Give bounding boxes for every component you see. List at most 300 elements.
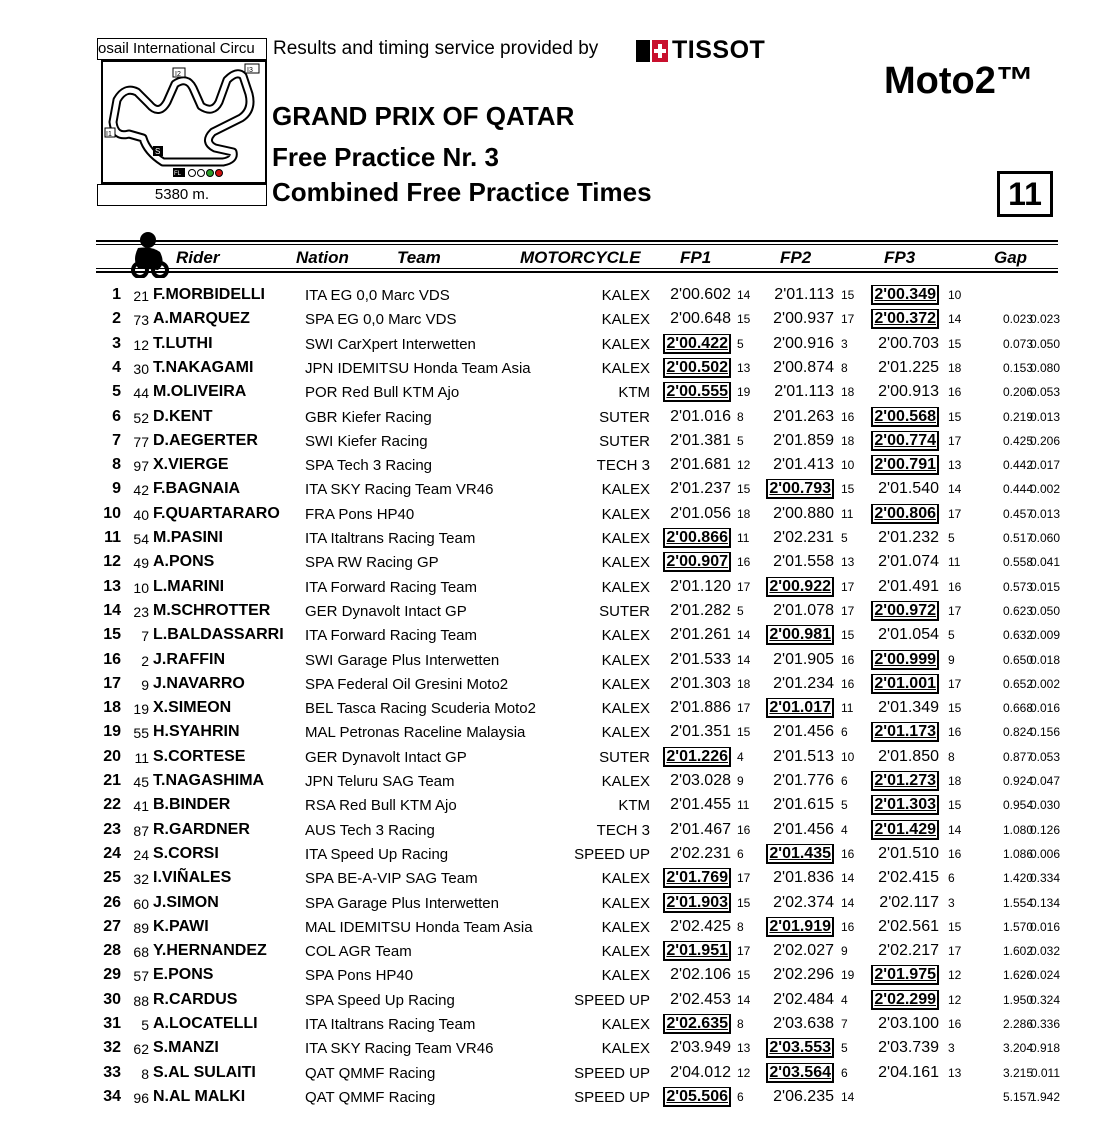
fp2-time: 2'02.374 xyxy=(773,893,834,911)
table-row xyxy=(0,1037,1100,1061)
fp3-time: 2'01.349 xyxy=(878,699,939,717)
rider-name: L.BALDASSARRI xyxy=(153,626,284,644)
table-row xyxy=(0,478,1100,502)
fp3-lap: 12 xyxy=(948,968,962,983)
rider-name: M.PASINI xyxy=(153,529,223,546)
gap-first: 0.668 xyxy=(1002,701,1033,716)
fp1-time: 2'01.467 xyxy=(670,820,731,838)
table-row xyxy=(0,819,1100,843)
fp1-time: 2'03.028 xyxy=(670,772,731,789)
best-time-box: 2'01.951 xyxy=(663,941,731,961)
gap-previous: 0.009 xyxy=(1029,628,1060,643)
fp2-lap: 16 xyxy=(841,676,855,691)
fp2-time xyxy=(758,480,834,498)
rider-number: 97 xyxy=(133,458,149,475)
fp2-time xyxy=(758,1064,834,1082)
rider-name: R.CARDUS xyxy=(153,990,238,1008)
best-time-box: 2'00.349 xyxy=(871,285,939,305)
timing-credit: Results and timing service provided by xyxy=(273,38,599,59)
fp3-lap: 14 xyxy=(948,482,962,497)
table-row xyxy=(0,576,1100,600)
fp1-lap: 8 xyxy=(737,1017,744,1031)
fp3-time: 2'01.054 xyxy=(878,626,939,644)
fp2-time: 2'03.638 xyxy=(773,1015,834,1032)
table-row xyxy=(0,381,1100,405)
position: 21 xyxy=(103,772,121,789)
fp3-lap: 10 xyxy=(948,288,962,302)
fp3-time xyxy=(863,723,939,741)
table-row xyxy=(0,721,1100,745)
gap-previous: 0.047 xyxy=(1029,774,1060,788)
fp3-time: 2'00.703 xyxy=(878,334,939,352)
motorcycle: KALEX xyxy=(601,481,650,499)
gap-first: 1.626 xyxy=(1002,968,1033,983)
circuit-length: 5380 m. xyxy=(97,184,267,206)
fp2-time: 2'01.456 xyxy=(773,723,834,741)
fp1-lap: 15 xyxy=(737,725,751,740)
best-time-box: 2'01.226 xyxy=(663,747,731,767)
rider-number: 9 xyxy=(141,676,149,693)
circuit-name: osail International Circu xyxy=(97,38,267,60)
gap-first: 0.023 xyxy=(1002,312,1033,327)
table-row xyxy=(0,308,1100,332)
fp1-time: 2'01.351 xyxy=(670,723,731,741)
rider-number: 77 xyxy=(133,433,149,450)
best-time-box: 2'01.303 xyxy=(871,795,939,815)
nation-team: SPA Garage Plus Interwetten xyxy=(305,894,499,912)
fp2-lap: 7 xyxy=(841,1017,848,1031)
fp2-time: 2'06.235 xyxy=(773,1087,834,1105)
best-time-box: 2'01.001 xyxy=(871,674,939,694)
fp3-time: 2'01.232 xyxy=(878,529,939,546)
position: 24 xyxy=(103,844,121,862)
fp1-time xyxy=(655,1088,731,1106)
fp1-lap: 5 xyxy=(737,336,744,351)
fp1-time xyxy=(655,942,731,960)
fp1-time xyxy=(655,529,731,547)
rider-name: S.CORTESE xyxy=(153,747,246,765)
rider-name: I.VIÑALES xyxy=(153,869,232,887)
position: 15 xyxy=(103,626,121,644)
fp3-lap: 9 xyxy=(948,652,955,667)
rider-name: J.SIMON xyxy=(153,893,219,911)
fp1-lap: 19 xyxy=(737,385,751,400)
rider-number: 89 xyxy=(133,919,149,936)
fp3-time xyxy=(863,456,939,474)
gap-first: 1.602 xyxy=(1002,944,1033,959)
fp3-lap: 16 xyxy=(948,725,962,740)
nation-team: MAL IDEMITSU Honda Team Asia xyxy=(305,918,533,936)
gap-previous: 0.032 xyxy=(1029,944,1060,959)
table-row xyxy=(0,697,1100,721)
nation-team: SWI CarXpert Interwetten xyxy=(305,335,476,353)
gap-previous: 0.013 xyxy=(1029,506,1060,521)
fp2-time: 2'00.874 xyxy=(773,358,834,376)
position: 14 xyxy=(103,601,121,619)
nation-team: SWI Garage Plus Interwetten xyxy=(305,651,500,669)
rider-number: 21 xyxy=(133,288,149,304)
fp2-lap: 6 xyxy=(841,725,848,740)
fp2-lap: 16 xyxy=(841,846,855,861)
fp2-lap: 14 xyxy=(841,1089,855,1104)
fp2-time: 2'01.456 xyxy=(773,820,834,838)
best-time-box: 2'00.502 xyxy=(663,358,731,378)
fp2-time: 2'01.513 xyxy=(773,747,834,765)
fp2-lap: 14 xyxy=(841,871,855,886)
fp1-lap: 4 xyxy=(737,749,744,764)
sponsor-logo xyxy=(636,36,765,65)
fp2-time: 2'01.263 xyxy=(773,407,834,425)
fp3-lap: 14 xyxy=(948,822,962,837)
gap-previous: 0.080 xyxy=(1029,360,1060,375)
nation-team: FRA Pons HP40 xyxy=(305,505,415,523)
fp3-lap: 15 xyxy=(948,409,962,424)
col-fp2: FP2 xyxy=(780,248,812,267)
motorcycle: KALEX xyxy=(601,311,650,329)
fp2-lap: 18 xyxy=(841,433,855,448)
fp2-lap: 11 xyxy=(841,506,854,521)
fp2-time: 2'00.880 xyxy=(773,504,834,522)
nation-team: ITA Speed Up Racing xyxy=(305,845,449,863)
map-label-i2: I2 xyxy=(175,71,181,78)
table-row xyxy=(0,1013,1100,1037)
fp1-time: 2'01.237 xyxy=(670,480,731,498)
motorcycle: KALEX xyxy=(601,627,650,645)
fp1-lap: 12 xyxy=(737,458,751,473)
motorcycle: KALEX xyxy=(601,724,650,742)
fp1-lap: 11 xyxy=(737,798,750,813)
rider-name: S.MANZI xyxy=(153,1039,219,1057)
nation-team: ITA Forward Racing Team xyxy=(305,627,478,645)
fp2-lap: 15 xyxy=(841,288,855,302)
gap-previous: 0.013 xyxy=(1029,409,1060,424)
position: 6 xyxy=(112,407,121,425)
fp2-lap: 11 xyxy=(841,701,854,716)
best-time-box: 2'02.299 xyxy=(871,990,939,1010)
fp2-time: 2'01.615 xyxy=(773,796,834,814)
gap-first: 1.080 xyxy=(1002,822,1033,837)
fp1-time: 2'01.886 xyxy=(670,699,731,717)
best-time-box: 2'01.975 xyxy=(871,965,939,985)
rider-name: H.SYAHRIN xyxy=(153,723,240,741)
gap-first: 2.286 xyxy=(1002,1017,1033,1031)
fp2-time xyxy=(758,1039,834,1057)
rider-number: 87 xyxy=(133,822,149,839)
gap-previous: 0.126 xyxy=(1029,822,1060,837)
gap-first: 1.420 xyxy=(1002,871,1033,886)
table-row xyxy=(0,454,1100,478)
fp2-time xyxy=(758,845,834,863)
position: 10 xyxy=(103,504,121,522)
results-subtitle: Combined Free Practice Times xyxy=(272,177,652,207)
rider-name: J.NAVARRO xyxy=(153,674,245,692)
nation-team: ITA EG 0,0 Marc VDS xyxy=(305,287,450,304)
position: 33 xyxy=(103,1063,121,1081)
best-time-box: 2'00.999 xyxy=(871,650,939,670)
fp3-time: 2'01.850 xyxy=(878,747,939,765)
fp2-lap: 10 xyxy=(841,458,855,473)
motorcycle: SPEED UP xyxy=(574,845,650,863)
fp1-time: 2'04.012 xyxy=(670,1063,731,1081)
fp2-lap: 15 xyxy=(841,628,855,643)
position: 22 xyxy=(103,796,121,814)
fp3-lap: 18 xyxy=(948,360,962,375)
best-time-box: 2'01.173 xyxy=(871,722,939,742)
gap-first: 3.204 xyxy=(1002,1041,1033,1056)
motorcycle: KALEX xyxy=(601,700,650,718)
session-title: Free Practice Nr. 3 xyxy=(272,142,499,172)
gap-previous: 0.041 xyxy=(1029,555,1060,570)
fp1-time xyxy=(655,383,731,401)
fp3-lap: 13 xyxy=(948,458,962,473)
fp3-lap: 14 xyxy=(948,312,962,327)
rider-name: F.MORBIDELLI xyxy=(153,286,265,303)
rider-name: F.BAGNAIA xyxy=(153,480,241,498)
fp2-lap: 4 xyxy=(841,822,848,837)
nation-team: JPN Teluru SAG Team xyxy=(305,773,455,790)
rider-number: 96 xyxy=(133,1089,149,1106)
fp1-lap: 15 xyxy=(737,968,751,983)
motorcycle: SPEED UP xyxy=(574,1088,650,1106)
table-row xyxy=(0,430,1100,454)
col-gap: Gap xyxy=(994,248,1028,267)
fp1-lap: 13 xyxy=(737,360,751,375)
fp2-time: 2'00.916 xyxy=(773,334,834,352)
position: 8 xyxy=(112,456,121,474)
fp1-time: 2'01.282 xyxy=(670,601,731,619)
col-nation: Nation xyxy=(296,248,349,267)
position: 23 xyxy=(103,820,121,838)
best-time-box: 2'01.435 xyxy=(766,844,834,864)
position: 16 xyxy=(103,650,121,668)
best-time-box: 2'01.429 xyxy=(871,820,939,840)
gap-first: 0.457 xyxy=(1002,506,1033,521)
fp2-time: 2'01.859 xyxy=(773,431,834,449)
gap-previous: 0.336 xyxy=(1029,1017,1060,1031)
fp3-time: 2'02.415 xyxy=(878,869,939,887)
gap-first: 0.924 xyxy=(1002,774,1033,788)
gap-first: 1.086 xyxy=(1002,846,1033,861)
fp1-time: 2'02.453 xyxy=(670,990,731,1008)
fp2-lap: 17 xyxy=(841,312,855,327)
nation-team: SPA EG 0,0 Marc VDS xyxy=(305,311,457,329)
position: 12 xyxy=(103,553,121,571)
position: 11 xyxy=(104,529,121,546)
motorcycle: SPEED UP xyxy=(574,991,650,1009)
gap-first: 0.652 xyxy=(1002,676,1033,691)
table-row xyxy=(0,867,1100,891)
fp1-time: 2'01.261 xyxy=(670,626,731,644)
gap-previous: 0.023 xyxy=(1029,312,1060,327)
best-time-box: 2'01.769 xyxy=(663,868,731,888)
rider-name: M.OLIVEIRA xyxy=(153,383,247,401)
position: 4 xyxy=(112,358,121,376)
rider-name: D.AEGERTER xyxy=(153,431,258,449)
motorcycle: KALEX xyxy=(601,554,650,572)
table-row xyxy=(0,551,1100,575)
gap-previous: 0.016 xyxy=(1029,919,1060,934)
fp3-time xyxy=(863,310,939,328)
fp2-lap: 8 xyxy=(841,360,848,375)
fp2-time: 2'02.484 xyxy=(773,990,834,1008)
best-time-box: 2'00.806 xyxy=(871,504,939,524)
fp1-lap: 15 xyxy=(737,312,751,327)
nation-team: SPA Federal Oil Gresini Moto2 xyxy=(305,675,509,693)
fp2-time xyxy=(758,918,834,936)
gap-previous: 0.324 xyxy=(1029,992,1060,1007)
best-time-box: 2'00.981 xyxy=(766,625,834,645)
gap-first: 0.623 xyxy=(1002,603,1033,618)
fp3-time xyxy=(863,966,939,984)
motorcycle: KALEX xyxy=(601,894,650,912)
map-label-i3: I3 xyxy=(247,67,253,74)
fp1-time: 2'01.381 xyxy=(670,431,731,449)
motorcycle: SUTER xyxy=(599,408,650,426)
motorcycle: KTM xyxy=(618,384,650,402)
fp3-time xyxy=(863,286,939,304)
fp2-time: 2'01.558 xyxy=(773,553,834,571)
fp3-lap: 16 xyxy=(948,1017,962,1031)
gap-first: 0.153 xyxy=(1002,360,1033,375)
position: 9 xyxy=(112,480,121,498)
fp2-lap: 5 xyxy=(841,798,848,813)
fp3-lap: 16 xyxy=(948,846,962,861)
gap-previous: 0.050 xyxy=(1029,603,1060,618)
gap-previous: 0.060 xyxy=(1029,531,1060,545)
rider-name: R.GARDNER xyxy=(153,820,250,838)
fp3-lap: 8 xyxy=(948,749,955,764)
fp1-time: 2'03.949 xyxy=(670,1039,731,1057)
rider-name: Y.HERNANDEZ xyxy=(153,942,267,960)
motorcycle: SPEED UP xyxy=(574,1064,650,1082)
nation-team: JPN IDEMITSU Honda Team Asia xyxy=(305,359,531,377)
position: 26 xyxy=(103,893,121,911)
position: 2 xyxy=(112,310,121,328)
nation-team: SPA BE-A-VIP SAG Team xyxy=(305,870,478,888)
fp2-time: 2'02.027 xyxy=(773,942,834,960)
fp1-lap: 14 xyxy=(737,288,751,302)
table-row xyxy=(0,1086,1100,1110)
motorcycle: KALEX xyxy=(601,287,650,304)
motorcycle: KALEX xyxy=(601,1040,650,1058)
fp2-time: 2'01.113 xyxy=(774,383,834,401)
gap-previous: 0.002 xyxy=(1029,482,1060,497)
position: 29 xyxy=(103,966,121,984)
fp2-lap: 9 xyxy=(841,944,848,959)
fp2-time: 2'01.234 xyxy=(773,674,834,692)
best-time-box: 2'01.903 xyxy=(663,893,731,913)
fp1-time: 2'02.231 xyxy=(670,844,731,862)
nation-team: BEL Tasca Racing Scuderia Moto2 xyxy=(305,700,536,718)
motorcycle: TECH 3 xyxy=(596,457,650,475)
fp3-time: 2'01.225 xyxy=(878,358,939,376)
table-row xyxy=(0,1062,1100,1086)
table-row xyxy=(0,624,1100,648)
fp3-lap: 16 xyxy=(948,579,962,594)
fp1-time: 2'02.106 xyxy=(670,966,731,984)
fp2-lap: 6 xyxy=(841,1065,848,1080)
rider-number: 88 xyxy=(133,992,149,1009)
fp3-time: 2'00.913 xyxy=(878,383,939,401)
gap-first: 0.425 xyxy=(1002,433,1033,448)
nation-team: SWI Kiefer Racing xyxy=(305,432,428,450)
fp2-lap: 5 xyxy=(841,531,848,545)
rider-name: S.AL SULAITI xyxy=(153,1063,256,1081)
fp2-lap: 3 xyxy=(841,336,848,351)
fp1-lap: 16 xyxy=(737,555,751,570)
rider-name: J.RAFFIN xyxy=(153,650,225,668)
table-row xyxy=(0,527,1100,551)
rider-number: 30 xyxy=(133,360,149,377)
best-time-box: 2'02.635 xyxy=(663,1014,731,1034)
gap-previous: 0.002 xyxy=(1029,676,1060,691)
nation-team: SPA Tech 3 Racing xyxy=(305,457,433,475)
fp3-time: 2'01.491 xyxy=(878,577,939,595)
fp3-lap: 17 xyxy=(948,944,962,959)
table-row xyxy=(0,503,1100,527)
fp3-lap: 17 xyxy=(948,433,962,448)
motorcycle: KALEX xyxy=(601,967,650,985)
fp3-time: 2'03.739 xyxy=(878,1039,939,1057)
nation-team: SPA Pons HP40 xyxy=(305,967,414,985)
map-label-s: S xyxy=(155,147,161,156)
class-name: Moto2™ xyxy=(884,60,1034,102)
table-row xyxy=(0,746,1100,770)
fp2-time: 2'01.776 xyxy=(773,772,834,789)
fp2-lap: 6 xyxy=(841,774,848,788)
gap-first: 3.215 xyxy=(1002,1065,1033,1080)
fp1-lap: 17 xyxy=(737,944,751,959)
fp3-lap: 15 xyxy=(948,336,962,351)
col-fp3: FP3 xyxy=(884,248,916,267)
fp3-time xyxy=(863,821,939,839)
circuit-track-icon xyxy=(103,62,265,182)
position: 13 xyxy=(103,577,121,595)
fp1-lap: 13 xyxy=(737,1041,751,1056)
rider-name: T.LUTHI xyxy=(153,334,213,352)
event-title: GRAND PRIX OF QATAR xyxy=(272,101,575,131)
nation-team: COL AGR Team xyxy=(305,943,412,961)
motorcycle: KALEX xyxy=(601,578,650,596)
fp3-lap: 17 xyxy=(948,506,962,521)
fp2-lap: 16 xyxy=(841,919,855,934)
position: 28 xyxy=(103,942,121,960)
gap-first: 1.554 xyxy=(1002,895,1033,910)
position: 32 xyxy=(103,1039,121,1057)
fp1-time xyxy=(655,1015,731,1033)
gap-first: 0.824 xyxy=(1002,725,1033,740)
rider-number: 42 xyxy=(133,482,149,499)
rider-number: 62 xyxy=(133,1041,149,1058)
motorcycle: KTM xyxy=(618,797,650,815)
gap-previous: 0.011 xyxy=(1030,1065,1060,1080)
fp2-lap: 15 xyxy=(841,482,855,497)
best-time-box: 2'01.273 xyxy=(871,771,939,791)
fp1-lap: 5 xyxy=(737,433,744,448)
gap-previous: 0.918 xyxy=(1029,1041,1060,1056)
fp2-time: 2'01.905 xyxy=(773,650,834,668)
rider-name: K.PAWI xyxy=(153,917,209,935)
position: 25 xyxy=(103,869,121,887)
best-time-box: 2'00.866 xyxy=(663,528,731,548)
motorcycle: KALEX xyxy=(601,1016,650,1033)
fp1-time: 2'01.681 xyxy=(670,456,731,474)
fp1-time xyxy=(655,335,731,353)
position: 18 xyxy=(103,699,121,717)
fp3-time: 2'01.074 xyxy=(878,553,939,571)
rider-number: 8 xyxy=(141,1065,149,1082)
fp1-lap: 16 xyxy=(737,822,751,837)
